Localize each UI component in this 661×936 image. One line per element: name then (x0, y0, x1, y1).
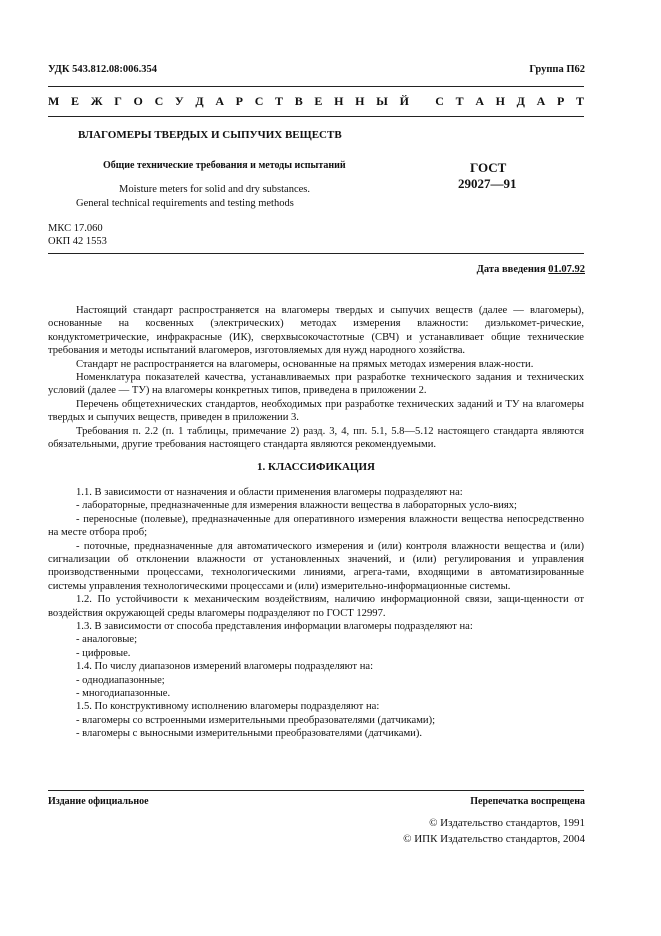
section-heading: 1. КЛАССИФИКАЦИЯ (257, 461, 375, 474)
clause: 1.5. По конструктивному исполнению влагомеры подразделяют на: (76, 701, 380, 713)
clause: 1.3. В зависимости от способа представления информации влагомеры подразделяют на: (76, 620, 473, 632)
paragraph: Стандарт не распространяется на влагомеры, основанные на прямых методах измерения влаж-ности. (76, 358, 534, 370)
banner-letter: Р (235, 94, 244, 108)
clause: 1.4. По числу диапазонов измерений влагомеры подразделяют на: (76, 661, 374, 673)
banner-bottom-rule (48, 116, 584, 117)
banner-letter: Е (314, 94, 323, 108)
intro-date-label: Дата введения (476, 264, 546, 275)
list-item: - многодиапазонные. (76, 687, 171, 699)
gost-label: ГОСТ (470, 160, 507, 175)
copyright-line1: © Издательство стандартов, 1991 (429, 817, 585, 829)
paragraph: Требования п. 2.2 (п. 1 таблицы, примечание 2) разд. 3, 4, пп. 5.1, 5.8—5.12 настоящего стандарта являются обязательными, другие требования настоящего стандарта являются рекомендуемыми. (48, 425, 584, 451)
top-rule (48, 86, 584, 87)
document-body (48, 304, 584, 741)
clause: 1.2. По устойчивости к механическим воздействиям, наличию информационной связи, защи-щенности от воздействия окружающей среды влагомеры подразделяют по ГОСТ 12997. (48, 594, 584, 619)
banner-letter: А (215, 94, 224, 108)
banner-letter: Н (495, 94, 505, 108)
interstate-standard-banner (48, 94, 584, 109)
banner-letter: Т (275, 94, 284, 108)
introduction-date (477, 264, 585, 275)
banner-letter: А (536, 94, 546, 108)
banner-letter: У (174, 94, 184, 108)
list-item: - лабораторные, предназначенные для измерения влажности вещества в лабораторных усло-виях; (76, 500, 517, 512)
banner-letter: С (154, 94, 164, 108)
official-edition-label: Издание официальное (48, 796, 149, 807)
banner-letter: Т (575, 94, 584, 108)
english-title-line2: General technical requirements and testing methods (76, 198, 294, 209)
group-code: Группа П62 (529, 64, 585, 75)
intro-date-value: 01.07.92 (548, 264, 585, 275)
banner-spacer (421, 94, 424, 109)
list-item: - однодиапазонные; (76, 674, 165, 686)
okp-code: ОКП 42 1553 (48, 236, 107, 247)
document-subtitle: Общие технические требования и методы испытаний (103, 160, 346, 171)
banner-letter: С (435, 94, 444, 108)
banner-letter: Е (71, 94, 80, 108)
banner-letter: Д (195, 94, 204, 108)
banner-letter: С (254, 94, 264, 108)
banner-letter: А (475, 94, 484, 108)
banner-letter: Ы (376, 94, 388, 108)
reprint-prohibited-label: Перепечатка воспрещена (470, 796, 585, 807)
codes-rule (48, 253, 584, 254)
list-item: - влагомеры со встроенными измерительными преобразователями (датчиками); (76, 714, 436, 726)
banner-letter: Д (516, 94, 525, 108)
mks-code: МКС 17.060 (48, 223, 103, 234)
document-title: ВЛАГОМЕРЫ ТВЕРДЫХ И СЫПУЧИХ ВЕЩЕСТВ (78, 129, 342, 141)
list-item: - влагомеры с выносными измерительными преобразователями (датчиками). (76, 728, 423, 740)
english-title-line1: Moisture meters for solid and dry substances. (119, 184, 311, 195)
paragraph: Номенклатура показателей качества, устанавливаемых при разработке технического задания и технических условий (далее — ТУ) на влагомеры конкретных типов, приведена в приложении 2. (48, 372, 584, 397)
banner-letter: Г (114, 94, 122, 108)
banner-letter: В (294, 94, 303, 108)
paragraph: Перечень общетехнических стандартов, необходимых при разработке технических заданий и ТУ на влагомеры твердых и сыпучих веществ, приведен в приложении 3. (48, 398, 584, 424)
list-item: - аналоговые; (76, 634, 138, 646)
banner-letter: О (133, 94, 143, 108)
banner-letter: Р (556, 94, 565, 108)
banner-letter: Т (455, 94, 464, 108)
list-item: - поточные, предназначенные для автоматического измерения и (или) контроля влажности вещества и (или) сигнализации об отклонении влажности от установленных значений, и (или) регулирования и управления производственными процессами, технологическими линиями, агрега-тами, входящими в автоматизированные системы управления технологическими процессами и (или) измерительно-информационные системы. (48, 540, 584, 592)
banner-letter: Ж (90, 94, 103, 108)
banner-letter: Н (355, 94, 365, 108)
banner-letter: Н (334, 94, 344, 108)
list-item: - переносные (полевые), предназначенные для оперативного измерения влажности вещества непосредственно на месте отбора проб; (48, 513, 584, 539)
udk-code: УДК 543.812.08:006.354 (48, 64, 157, 75)
banner-letter: М (48, 94, 60, 108)
gost-number: 29027—91 (458, 176, 517, 191)
footer-rule (48, 790, 584, 791)
paragraph: Настоящий стандарт распространяется на влагомеры твердых и сыпучих веществ (далее — влагомеры), основанные на косвенных (электрических) методах измерения влажности: диэлькомет-рические, кондуктометрические, инфракрасные (ИК), сверхвысокочастотные (СВЧ) и устанавливает общие технические требования и методы испытаний влагомеров, изготовляемых для нужд народного хозяйства. (48, 305, 584, 357)
copyright-line2: © ИПК Издательство стандартов, 2004 (403, 833, 585, 845)
clause: 1.1. В зависимости от назначения и области применения влагомеры подразделяют на: (76, 486, 463, 498)
list-item: - цифровые. (76, 647, 131, 659)
banner-letter: Й (399, 94, 409, 108)
